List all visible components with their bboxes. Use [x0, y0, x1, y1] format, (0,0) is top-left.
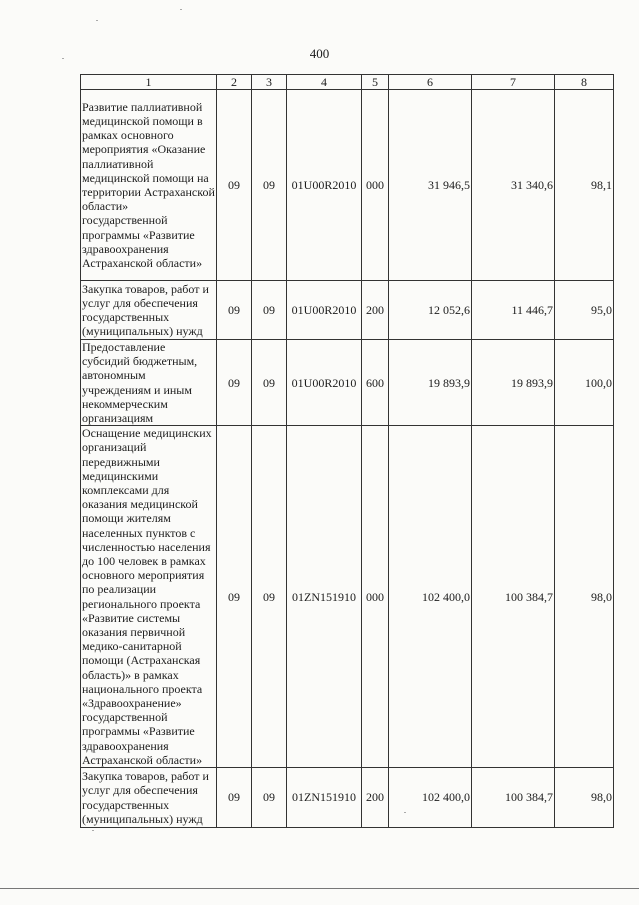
cell-percent: 100,0 [555, 340, 614, 426]
cell-subsection: 09 [252, 281, 287, 340]
header-cell: 6 [389, 75, 472, 90]
cell-executed: 100 384,7 [472, 426, 555, 768]
cell-percent: 95,0 [555, 281, 614, 340]
row-description: Оснащение медицинских организаций передвижными медицинскими комплексами для оказания медицинской помощи жителям населенных пунктов с численностью населения до 100 человек в рамках основного мероприятия по реализации регионального проекта «Развитие системы оказания первичной медико-санитарной помощи (Астраханская область)» в рамках национального проекта «Здравоохранение» государственной программы «Развитие здравоохранения Астраханской области» [81, 426, 217, 768]
scan-speck [92, 830, 94, 831]
cell-subsection: 09 [252, 426, 287, 768]
cell-target-article: 01U00R2010 [287, 90, 362, 281]
row-description: Предоставление субсидий бюджетным, автономным учреждениям и иным некоммерческим организациям [81, 340, 217, 426]
cell-target-article: 01ZN151910 [287, 426, 362, 768]
cell-executed: 100 384,7 [472, 768, 555, 828]
cell-expense-type: 200 [362, 768, 389, 828]
cell-subsection: 09 [252, 768, 287, 828]
cell-section: 09 [217, 281, 252, 340]
cell-planned: 102 400,0 [389, 768, 472, 828]
header-cell: 5 [362, 75, 389, 90]
cell-target-article: 01U00R2010 [287, 281, 362, 340]
table-row [81, 90, 614, 281]
header-row [81, 75, 614, 90]
row-description: Развитие паллиативной медицинской помощи в рамках основного мероприятия «Оказание паллиативной медицинской помощи на территории Астраханской области» государственной программы «Развитие здравоохранения Астраханской области» [81, 90, 217, 281]
cell-section: 09 [217, 90, 252, 281]
cell-target-article: 01U00R2010 [287, 340, 362, 426]
cell-executed: 11 446,7 [472, 281, 555, 340]
scan-speck [404, 812, 406, 813]
cell-planned: 31 946,5 [389, 90, 472, 281]
table-row [81, 281, 614, 340]
cell-percent: 98,1 [555, 90, 614, 281]
cell-section: 09 [217, 340, 252, 426]
table-row [81, 426, 614, 768]
page-number: 400 [309, 46, 330, 61]
cell-section: 09 [217, 426, 252, 768]
cell-expense-type: 200 [362, 281, 389, 340]
cell-target-article: 01ZN151910 [287, 768, 362, 828]
header-cell: 3 [252, 75, 287, 90]
header-cell: 2 [217, 75, 252, 90]
cell-section: 09 [217, 768, 252, 828]
table-row [81, 340, 614, 426]
cell-executed: 31 340,6 [472, 90, 555, 281]
header-cell: 4 [287, 75, 362, 90]
cell-subsection: 09 [252, 90, 287, 281]
row-description: Закупка товаров, работ и услуг для обеспечения государственных (муниципальных) нужд [81, 768, 217, 828]
cell-percent: 98,0 [555, 426, 614, 768]
header-cell: 1 [81, 75, 217, 90]
scan-bottom-edge [0, 888, 639, 889]
table-row [81, 768, 614, 828]
budget-table [80, 74, 614, 828]
header-cell: 7 [472, 75, 555, 90]
cell-expense-type: 600 [362, 340, 389, 426]
cell-planned: 102 400,0 [389, 426, 472, 768]
scan-speck [180, 9, 182, 10]
header-cell: 8 [555, 75, 614, 90]
cell-percent: 98,0 [555, 768, 614, 828]
row-description: Закупка товаров, работ и услуг для обеспечения государственных (муниципальных) нужд [81, 281, 217, 340]
scan-speck [62, 58, 64, 59]
scan-speck [96, 20, 98, 21]
cell-planned: 12 052,6 [389, 281, 472, 340]
cell-executed: 19 893,9 [472, 340, 555, 426]
cell-planned: 19 893,9 [389, 340, 472, 426]
cell-subsection: 09 [252, 340, 287, 426]
cell-expense-type: 000 [362, 426, 389, 768]
cell-expense-type: 000 [362, 90, 389, 281]
